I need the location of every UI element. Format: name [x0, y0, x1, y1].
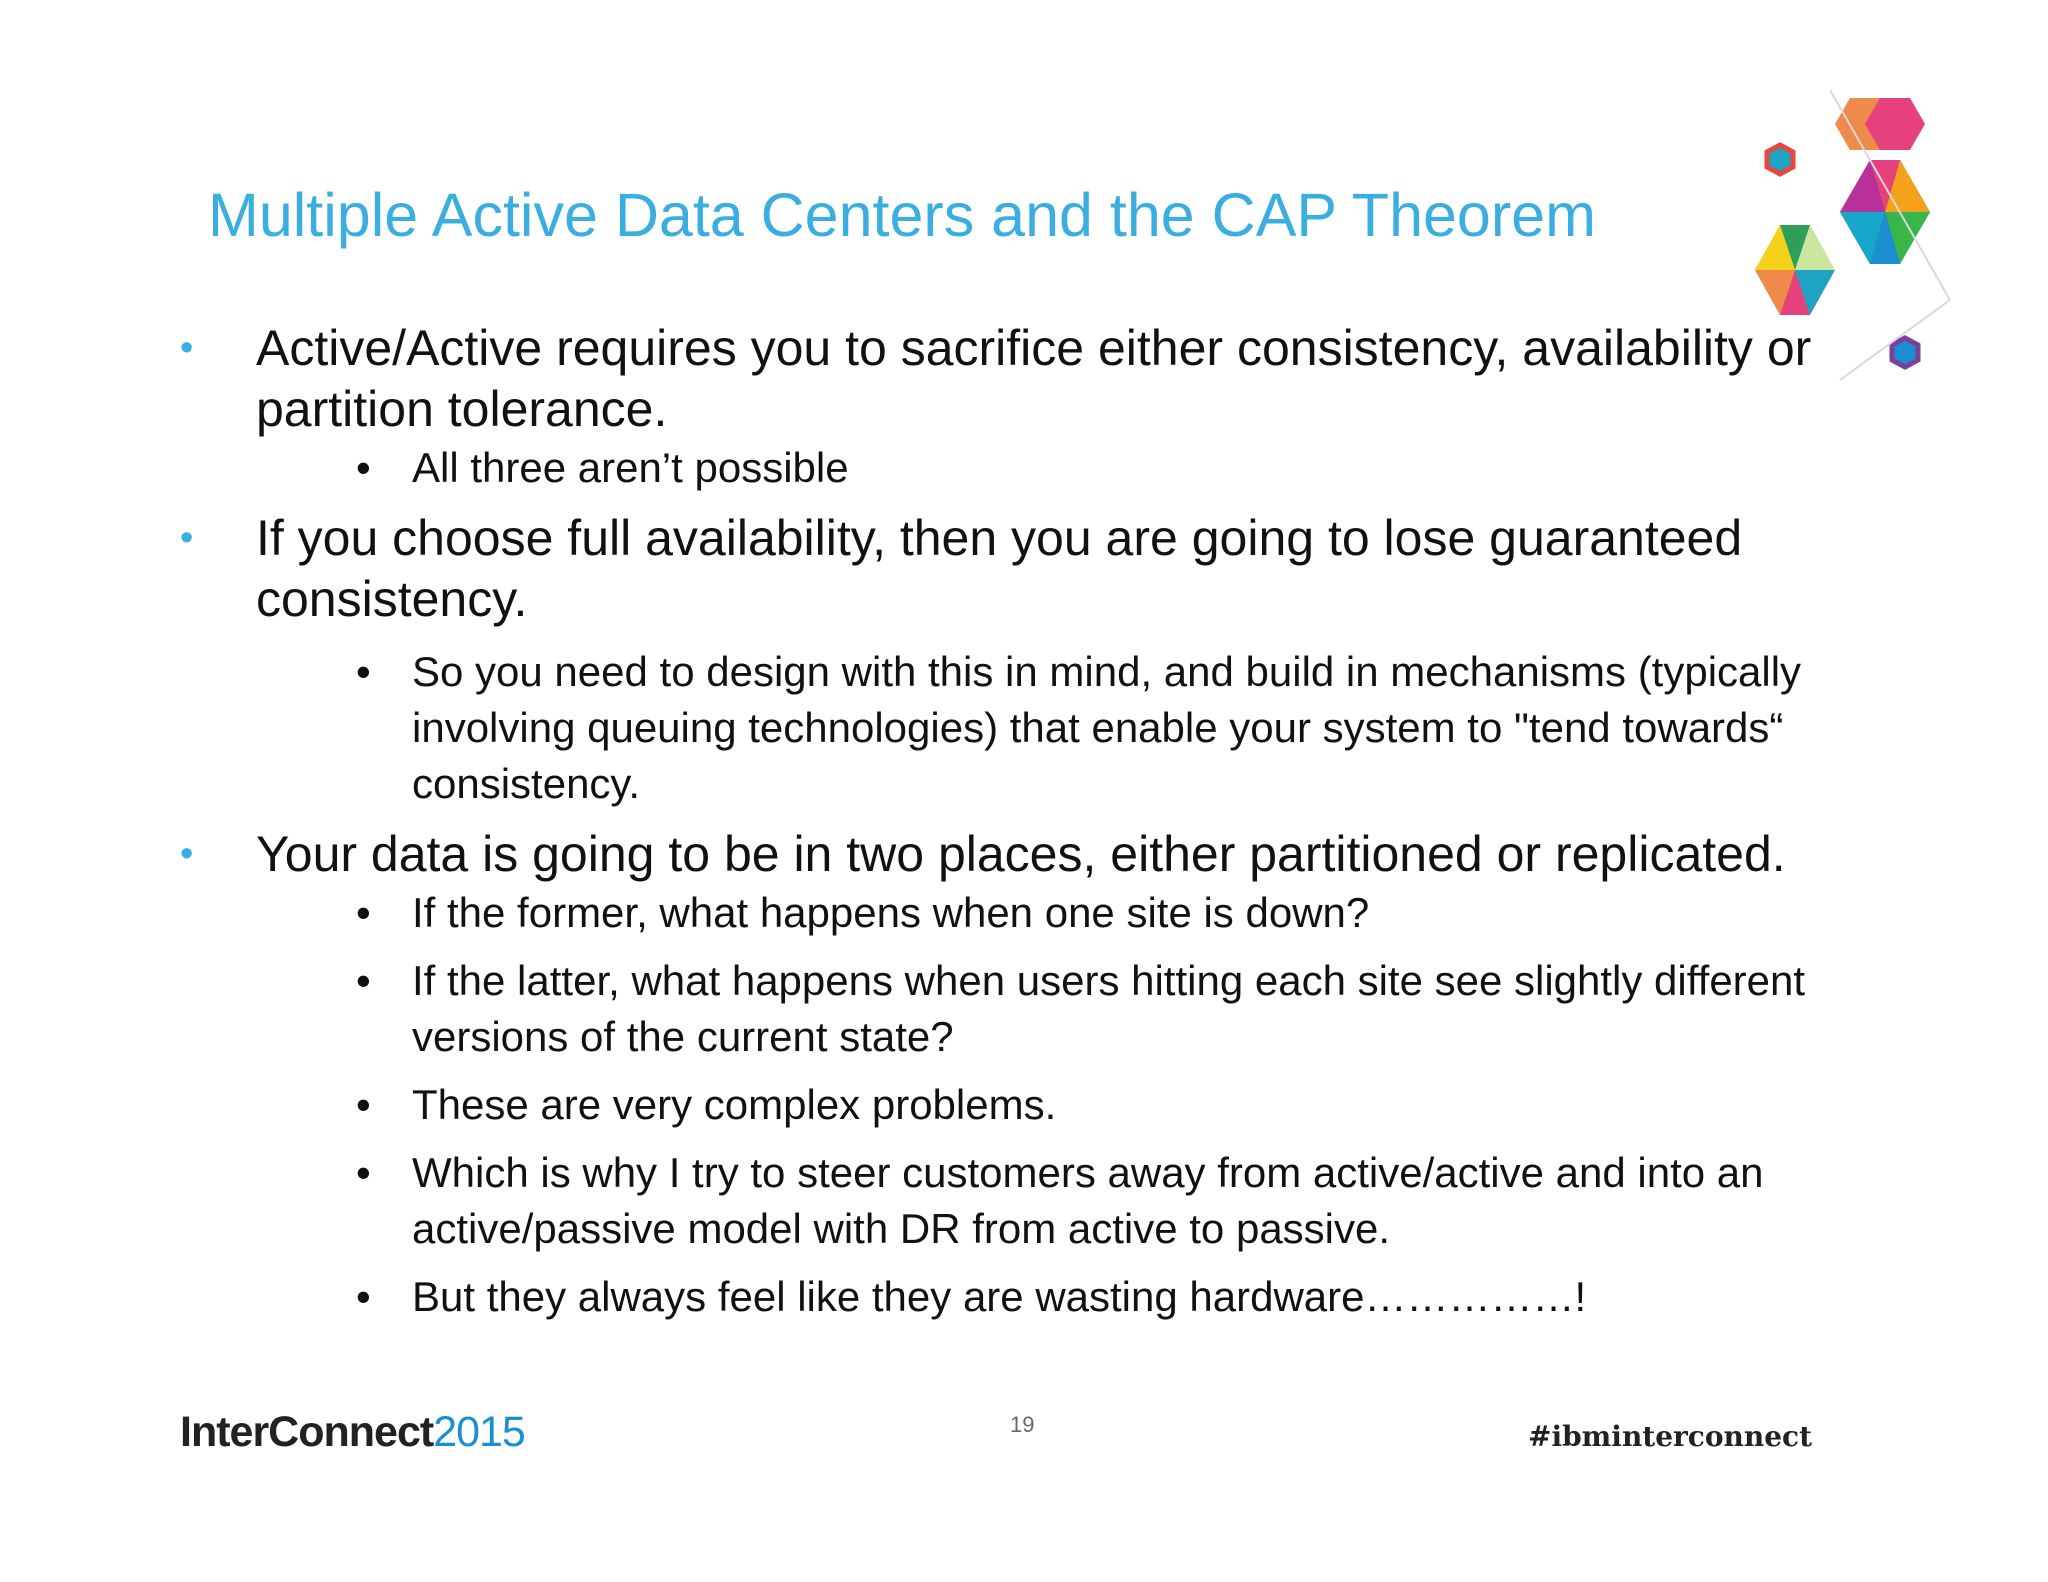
sub-bullet-text: So you need to design with this in mind, and build in mechanisms (typically involving queuing technologies) that enable your system to "tend towards“ consistency. — [412, 648, 1802, 807]
sub-bullet-text: Which is why I try to steer customers away from active/active and into an active/passive model with DR from active to passive. — [412, 1149, 1764, 1252]
sub-bullet-dot-icon: • — [356, 444, 371, 491]
sub-bullet-text: But they always feel like they are wasting hardware……………! — [412, 1273, 1587, 1320]
bullet-dot-icon: • — [180, 327, 194, 369]
page-number: 19 — [1010, 1412, 1035, 1437]
bullet-item — [180, 508, 1870, 630]
bullet-text: If you choose full availability, then you are going to lose guaranteed consistency. — [256, 510, 1743, 627]
logo-name: InterConnect — [180, 1408, 434, 1456]
sub-bullet-text: These are very complex problems. — [412, 1081, 1057, 1128]
hashtag: #ibminterconnect — [1528, 1420, 1813, 1453]
sub-bullet-dot-icon: • — [356, 1273, 371, 1320]
sub-bullet-dot-icon: • — [356, 1081, 371, 1128]
sub-bullet-item — [180, 440, 1870, 496]
bullet-dot-icon: • — [180, 833, 194, 875]
sub-bullet-text: All three aren’t possible — [412, 444, 849, 491]
sub-bullet-dot-icon: • — [356, 957, 371, 1004]
sub-bullet-dot-icon: • — [356, 648, 371, 695]
sub-bullet-text: If the latter, what happens when users hitting each site see slightly different versions of the current state? — [412, 957, 1806, 1060]
sub-bullet-item — [180, 953, 1870, 1065]
bullet-text: Active/Active requires you to sacrifice either consistency, availability or partition tolerance. — [256, 320, 1812, 437]
sub-bullet-item — [180, 1077, 1870, 1133]
sub-bullet-text: If the former, what happens when one site is down? — [412, 889, 1370, 936]
bullet-dot-icon: • — [180, 517, 194, 559]
interconnect-logo — [180, 1408, 525, 1457]
bullet-item — [180, 318, 1870, 440]
sub-bullet-dot-icon: • — [356, 1149, 371, 1196]
sub-bullet-dot-icon: • — [356, 889, 371, 936]
logo-year: 2015 — [433, 1408, 525, 1456]
bullet-text: Your data is going to be in two places, either partitioned or replicated. — [256, 826, 1786, 882]
slide-title: Multiple Active Data Centers and the CAP Theorem — [208, 181, 1596, 249]
bullet-list — [180, 318, 1870, 1325]
sub-bullet-item — [180, 885, 1870, 941]
sub-bullet-item — [180, 1145, 1870, 1257]
bullet-item — [180, 824, 1870, 885]
sub-bullet-item — [180, 1269, 1870, 1325]
sub-bullet-item — [180, 644, 1870, 812]
